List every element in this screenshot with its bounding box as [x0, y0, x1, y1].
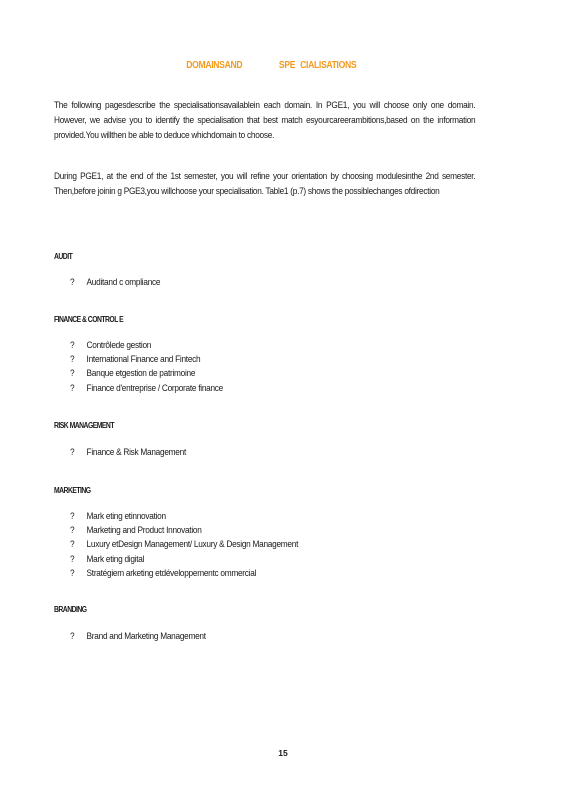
bullet-icon: ? — [70, 525, 75, 536]
title-part-1: DOMAINSAND — [186, 59, 243, 71]
list-item: ? Contrôlede gestion — [70, 338, 223, 352]
list-item: ? Mark eting etinnovation — [70, 509, 298, 523]
branding-list — [70, 629, 218, 643]
bullet-icon: ? — [70, 340, 75, 350]
orientation-paragraph: During PGE1, at the end of the 1st semester, you will refine your orientation by choosing modulesinthe 2nd semester. Then,before joinin g PGE3,you willchoose your specialisation. Table1 (p.7) shows the possiblechanges ofdirection — [54, 171, 476, 197]
list-item: ? Finance d'entreprise / Corporate finance — [70, 381, 223, 395]
section-heading-risk-management: RISK MANAGEMENT — [54, 421, 114, 430]
bullet-icon: ? — [70, 567, 75, 578]
list-item: ? Brand and Marketing Management — [70, 629, 206, 643]
finance-control-list — [70, 338, 236, 395]
list-item: ? Stratégiem arketing etdéveloppementc ommercial — [70, 566, 298, 580]
bullet-icon: ? — [70, 382, 75, 393]
marketing-list — [70, 509, 318, 580]
risk-management-list — [70, 445, 196, 459]
intro-paragraph: The following pagesdescribe the specialisationsavailablein each domain. In PGE1, you will choose only one domain. However, we advise you to identify the specialisation that best match esyourcareerambitions,based on the information provided.You willthen be able to deduce whichdomain to choose. — [54, 100, 476, 141]
list-item: ? Auditand c ompliance — [70, 275, 160, 289]
list-item: ? International Finance and Fintech — [70, 352, 223, 366]
bullet-icon: ? — [70, 631, 75, 641]
bullet-icon: ? — [70, 354, 75, 365]
list-item: ? Mark eting digital — [70, 552, 298, 566]
bullet-icon: ? — [70, 539, 75, 550]
section-heading-branding: BRANDING — [54, 605, 87, 614]
list-item: ? Banque etgestion de patrimoine — [70, 366, 223, 380]
list-item: ? Finance & Risk Management — [70, 445, 186, 459]
title-part-2: SPE CIALISATIONS — [278, 59, 357, 71]
section-heading-finance-control: FINANCE & CONTROL E — [54, 315, 124, 324]
bullet-icon: ? — [70, 277, 75, 287]
bullet-icon: ? — [70, 447, 75, 457]
audit-list — [70, 275, 168, 289]
list-item: ? Marketing and Product Innovation — [70, 523, 298, 537]
bullet-icon: ? — [70, 511, 75, 521]
page-number: 15 — [278, 748, 288, 758]
bullet-icon: ? — [70, 553, 75, 564]
section-heading-audit: AUDIT — [54, 252, 73, 261]
section-heading-marketing: MARKETING — [54, 486, 91, 495]
bullet-icon: ? — [70, 368, 75, 379]
list-item: ? Luxury etDesign Management/ Luxury & Design Management — [70, 537, 298, 551]
